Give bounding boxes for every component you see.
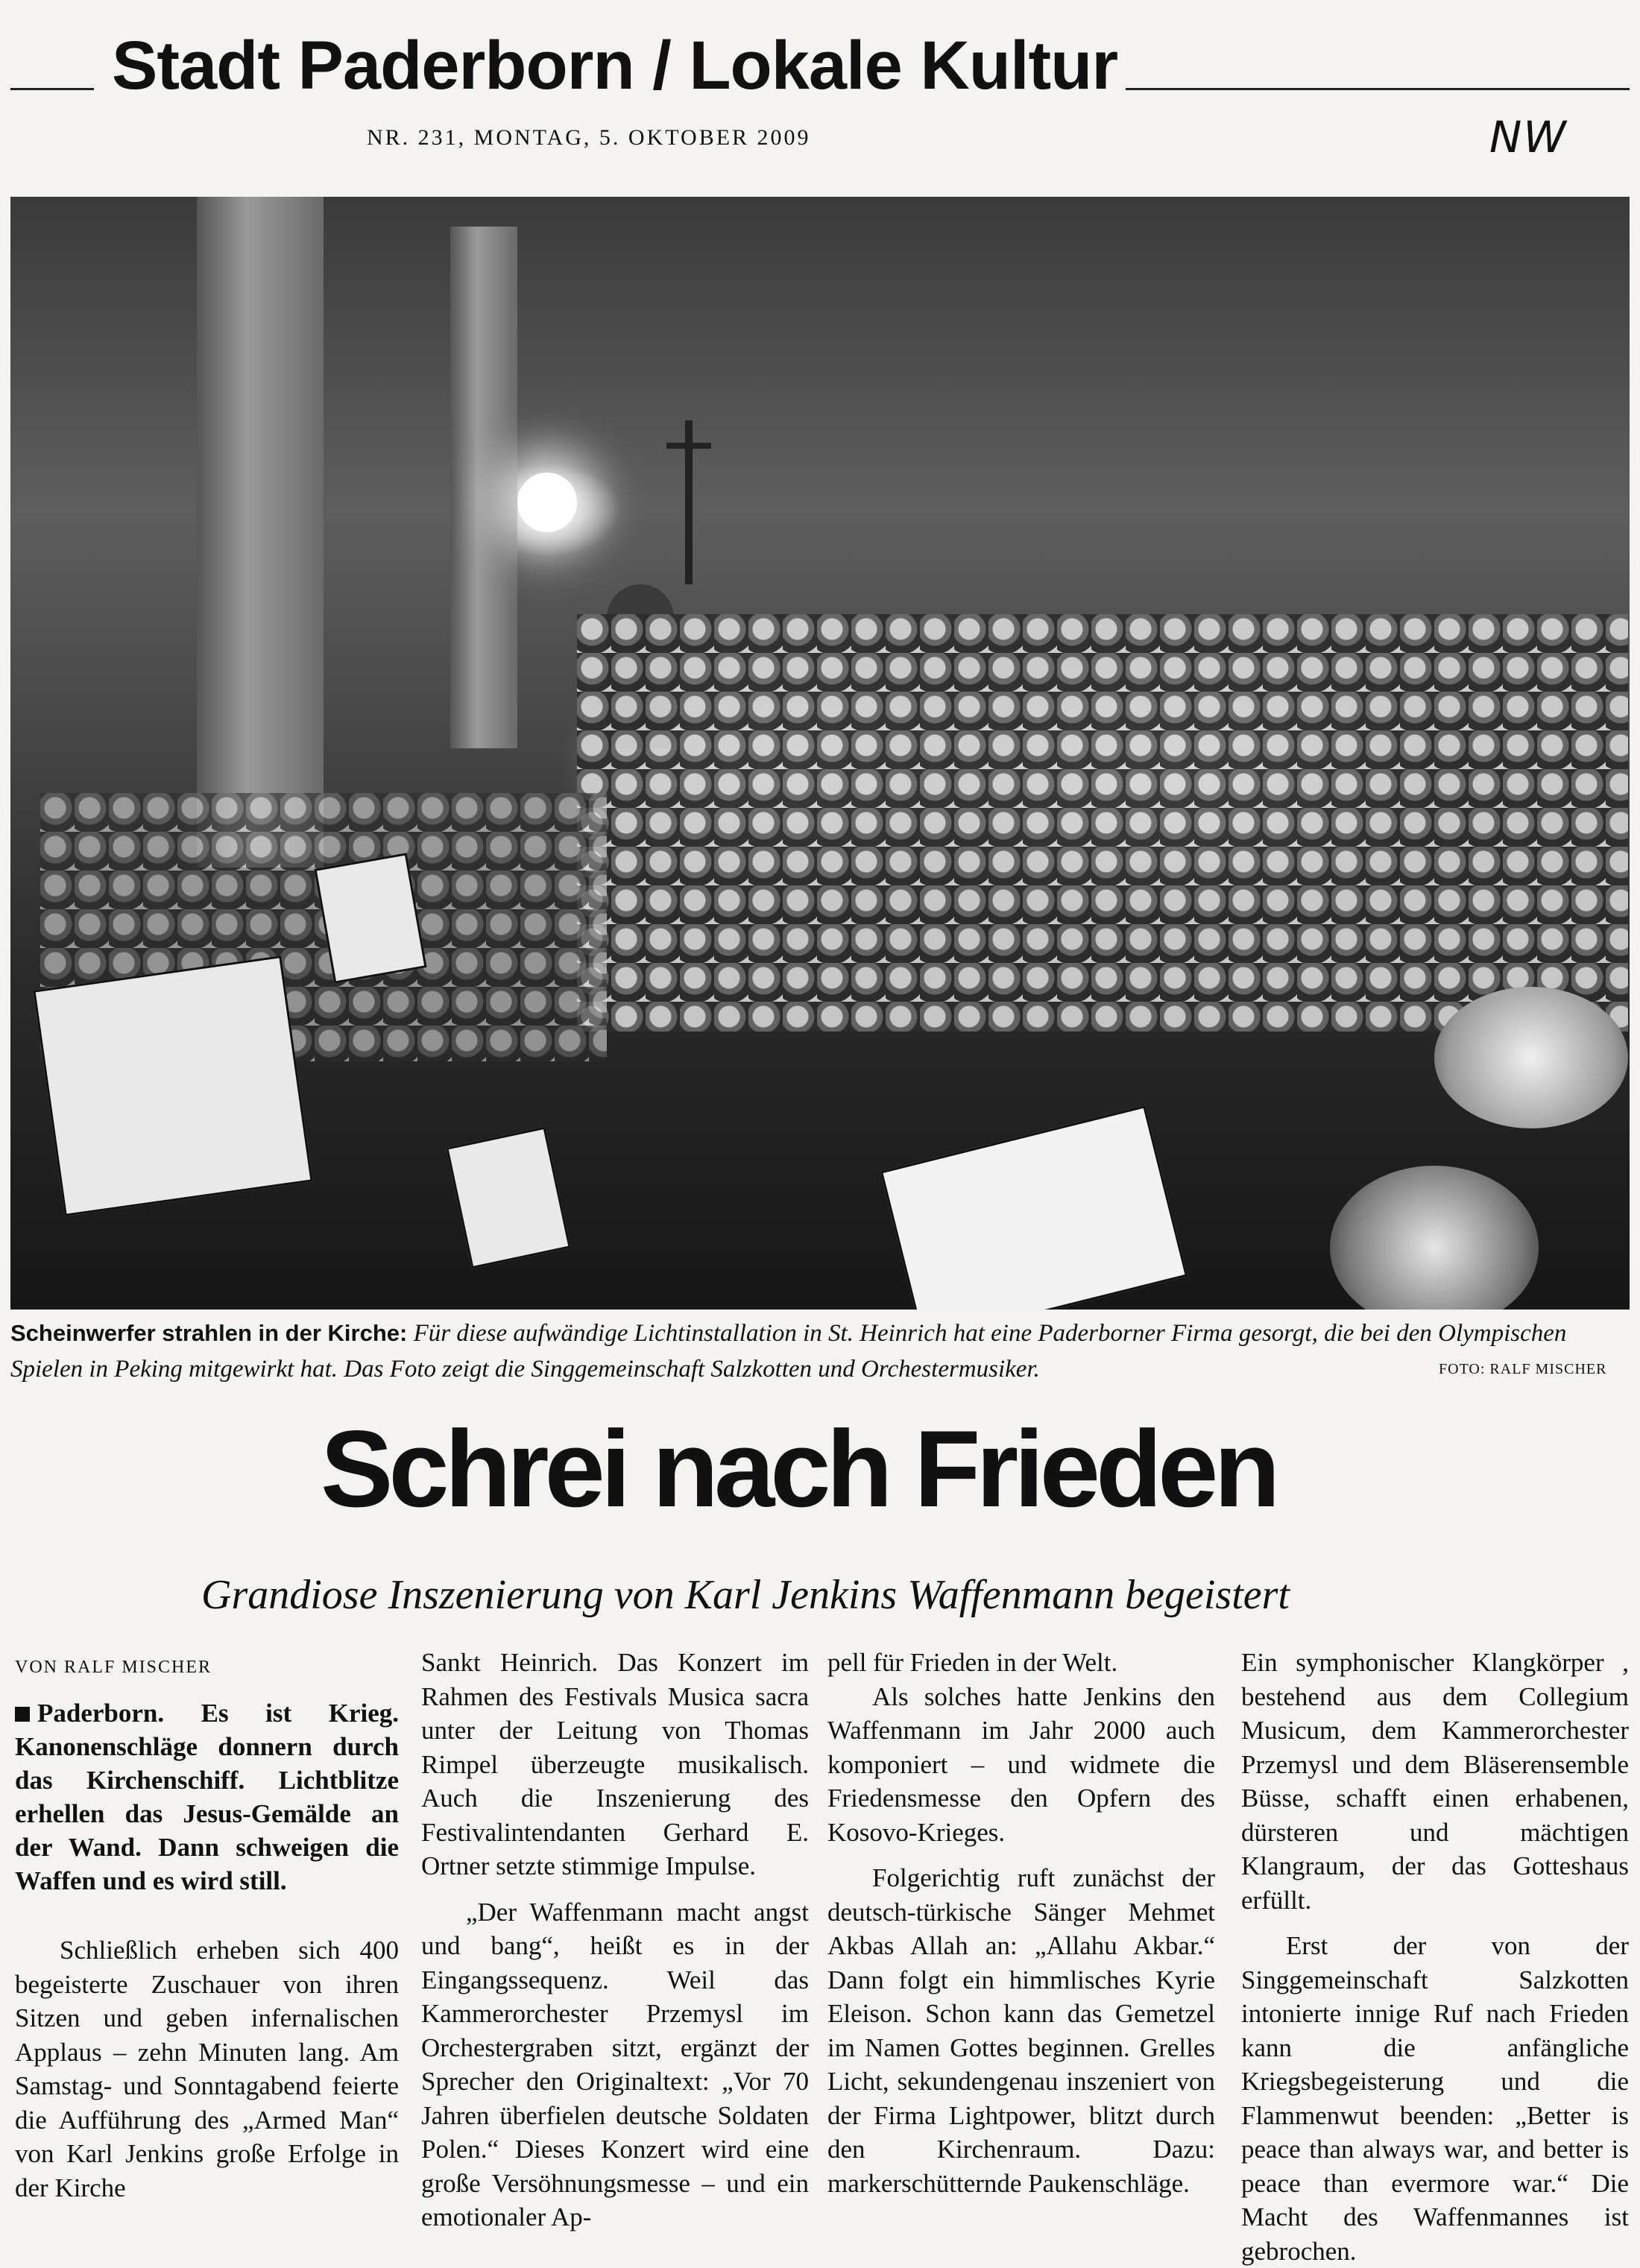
intro-text: Paderborn. Es ist Krieg. Kanonenschläge donnern durch das Kirchenschiff. Lichtblitze erhellen das Jesus-Gemälde an der Wand. Dann schweigen die Waffen und es wird still. <box>15 1699 399 1895</box>
paragraph: Sankt Heinrich. Das Konzert im Rahmen des Festivals Musica sacra unter der Leitung von Thomas Rimpel überzeugte musikalisch. Auch die Inszenierung des Festivalintendanten Gerhard E. Ortner setzte stimmige Impulse. <box>421 1648 809 1880</box>
paragraph: pell für Frieden in der Welt. <box>827 1648 1118 1677</box>
byline: VON RALF MISCHER <box>15 1658 212 1677</box>
paragraph: „Der Waffenmann macht angst und bang“, heißt es in der Eingangssequenz. Weil das Kammerorchester Przemysl im Orchestergraben sitzt, ergänzt der Sprecher den Originaltext: „Vor 70 Jahren überfielen deutsche Soldaten Polen.“ Dieses Konzert wird eine große Versöhnungsmesse – und ein emotionaler Ap- <box>421 1897 809 2231</box>
church-pillar <box>450 227 517 748</box>
article-intro <box>15 1696 399 1898</box>
article-column-3 <box>827 1646 1215 2200</box>
headline: Schrei nach Frieden <box>321 1408 1276 1529</box>
section-title: Stadt Paderborn / Lokale Kultur <box>112 28 1118 104</box>
caption-lead: Scheinwerfer strahlen in der Kirche: <box>10 1320 408 1346</box>
caption-text: Für diese aufwändige Lichtinstallation in St. Heinrich hat eine Paderborner Firma gesorgt, die bei den Olympischen Spielen in Peking mitgewirkt hat. Das Foto zeigt die Singgemeinschaft Salzkotten und Orchestermusiker. <box>10 1320 1567 1383</box>
subheadline: Grandiose Inszenierung von Karl Jenkins Waffenmann begeistert <box>201 1572 1290 1618</box>
paragraph: Als solches hatte Jenkins den Waffenmann im Jahr 2000 auch komponiert – und widmete die Friedensmesse den Opfern des Kosovo-Krieges. <box>827 1681 1215 1847</box>
header-rule-left <box>10 88 94 90</box>
drum <box>1330 1166 1539 1310</box>
music-stand <box>446 1127 571 1269</box>
cymbal <box>1434 987 1628 1128</box>
article-column-2 <box>421 1646 809 2234</box>
bullet-square <box>15 1707 30 1722</box>
paragraph: Erst der von der Singgemeinschaft Salzkotten intonierte innige Ruf nach Frieden kann die anfängliche Kriegsbegeisterung und die Flammenwut beenden: „Better is peace than always war, and better is peace than evermore war.“ Die Macht des Waffenmannes ist gebrochen. <box>1241 1931 1629 2266</box>
article-column-1 <box>15 1933 399 2205</box>
paragraph: Ein symphonischer Klangkörper , bestehend aus dem Collegium Musicum, dem Kammerorchester Przemysl und dem Bläserensemble Büsse, schafft einen erhabenen, dürsteren und mächtigen Klangraum, der das Gotteshaus erfüllt. <box>1241 1648 1629 1915</box>
dateline: NR. 231, MONTAG, 5. OKTOBER 2009 <box>367 125 811 150</box>
music-stand <box>880 1105 1188 1310</box>
music-stand <box>314 853 426 984</box>
music-stand <box>33 955 312 1216</box>
stage-light <box>517 473 577 532</box>
handwritten-stamp: NW <box>1489 112 1568 162</box>
concert-photo <box>10 197 1630 1310</box>
choir-singers <box>577 614 1628 1032</box>
photo-credit: FOTO: RALF MISCHER <box>1439 1361 1607 1377</box>
paragraph: Folgerichtig ruft zunächst der deutsch-türkische Sänger Mehmet Akbas Allah an: „Allahu Akbar.“ Dann folgt ein himmlisches Kyrie Eleison. Schon kann das Gemetzel im Namen Gottes beginnen. Grelles Licht, sekundengenau inszeniert von der Firma Lightpower, blitzt durch den Kirchenraum. Dazu: markerschütternde Paukenschläge. <box>827 1863 1215 2198</box>
cross <box>666 443 711 449</box>
church-pillar <box>197 197 324 868</box>
article-column-4 <box>1241 1646 1629 2268</box>
photo-caption <box>10 1315 1630 1387</box>
paragraph: Schließlich erheben sich 400 begeisterte Zuschauer von ihren Sitzen und geben infernalischen Applaus – zehn Minuten lang. Am Samstag- und Sonntagabend feierte die Aufführung des „Armed Man“ von Karl Jenkins große Erfolge in der Kirche <box>15 1936 399 2202</box>
header-rule-right <box>1126 88 1630 90</box>
